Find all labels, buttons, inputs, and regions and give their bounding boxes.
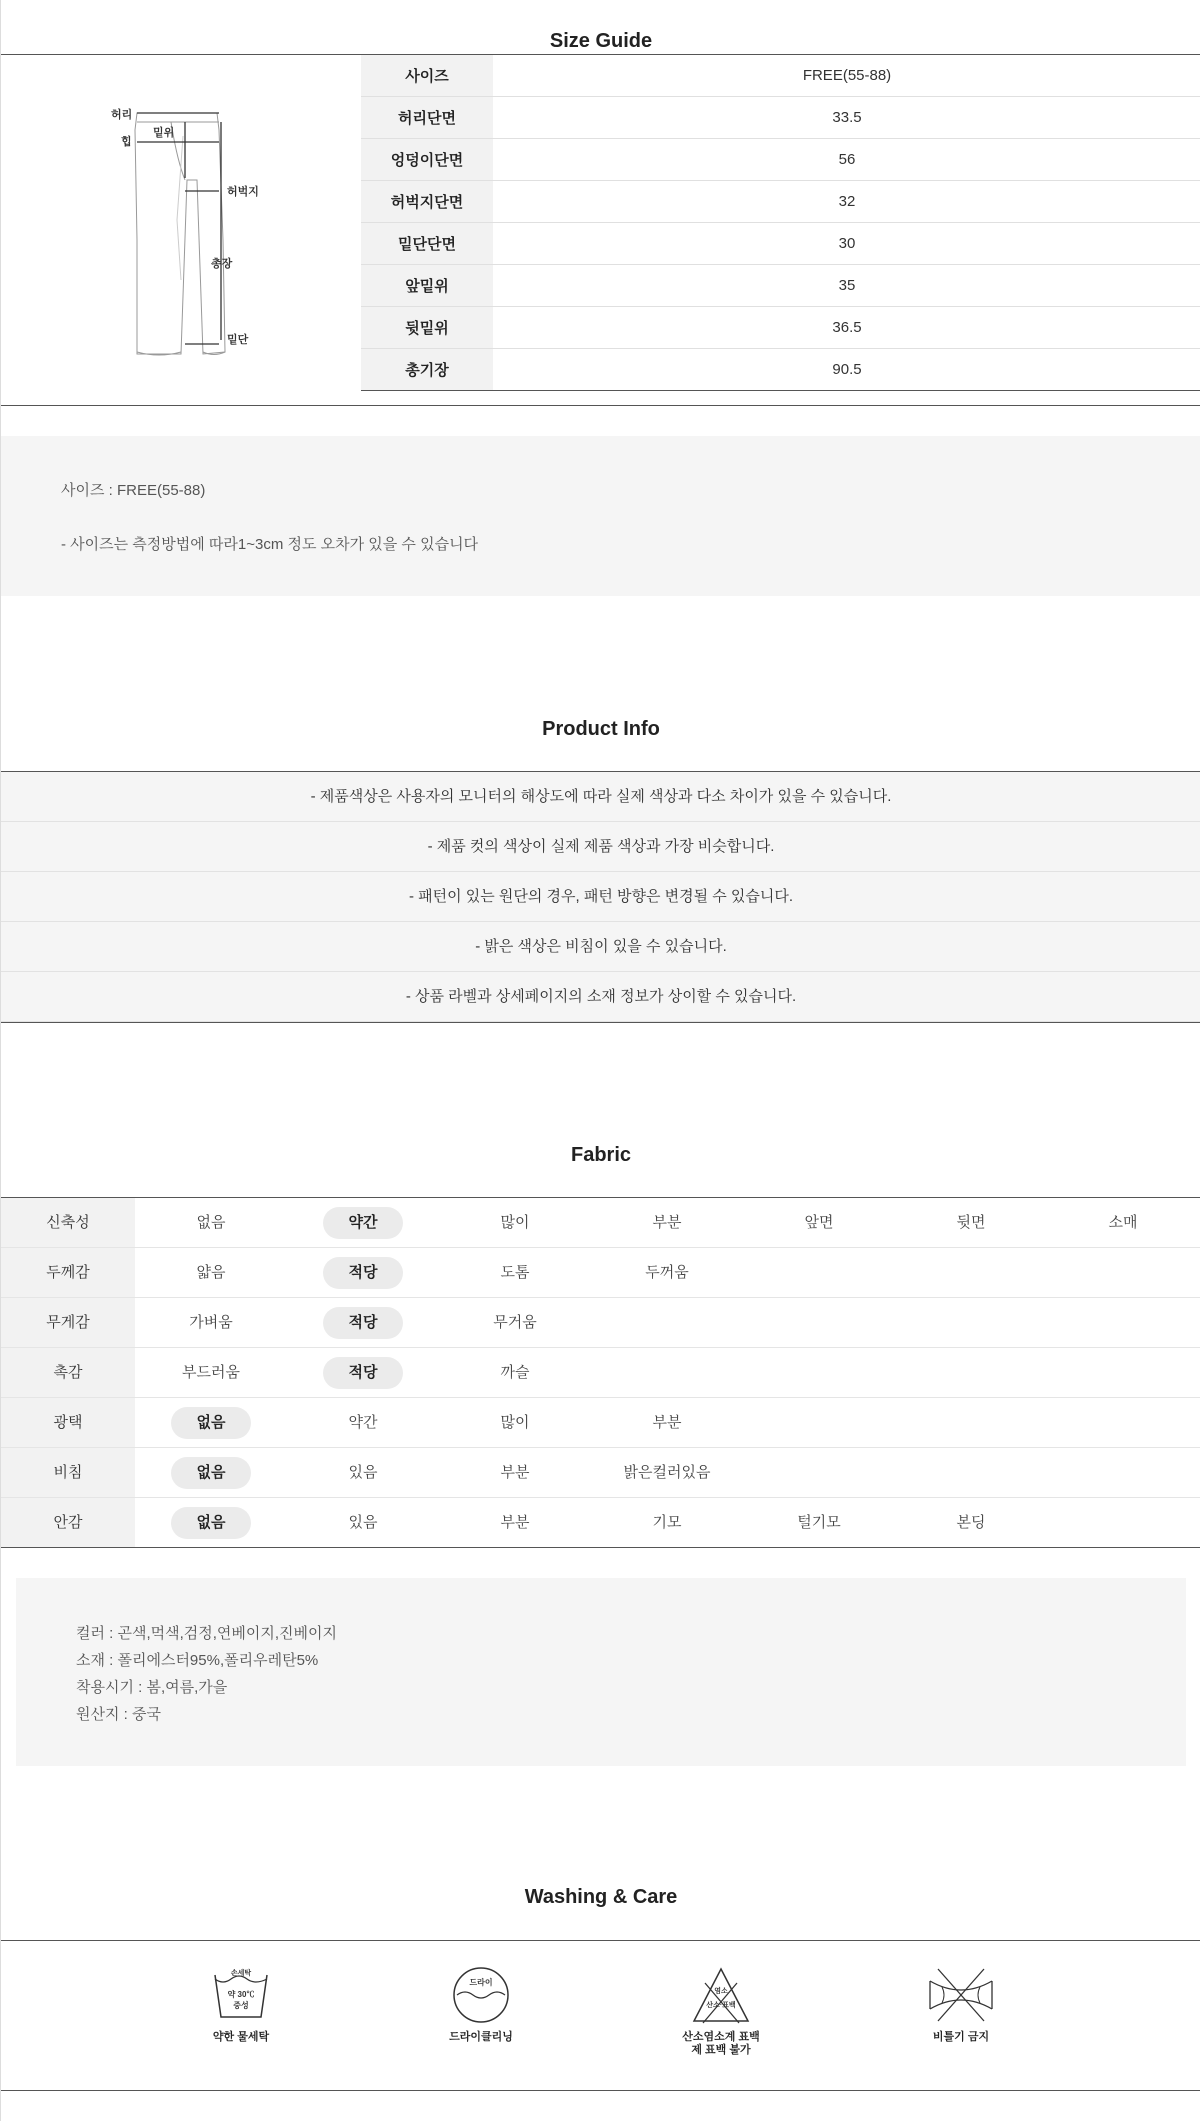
hem-label: 밑단 (227, 334, 249, 346)
fabric-option (439, 1398, 591, 1447)
fabric-option-text: 약간 (348, 1414, 378, 1431)
waist-label: 허리 (111, 109, 133, 121)
fabric-option (1047, 1198, 1199, 1247)
size-row-label: 앞밑위 (361, 265, 493, 307)
washing-title: Washing & Care (524, 1886, 678, 1908)
fabric-option-text: 적당 (323, 1357, 403, 1389)
divider (1, 405, 1200, 406)
fabric-option-text: 본딩 (956, 1514, 986, 1531)
pants-icon (101, 100, 281, 370)
fabric-option (287, 1448, 439, 1497)
fabric-option-text: 적당 (323, 1257, 403, 1289)
fabric-title: Fabric (570, 1144, 632, 1166)
fabric-option-text: 털기모 (797, 1514, 841, 1531)
fabric-option (591, 1198, 743, 1247)
size-error-note: - 사이즈는 측정방법에 따라1~3cm 정도 오차가 있을 수 있습니다 (61, 536, 479, 553)
fabric-option-text: 밝은컬러있음 (623, 1464, 711, 1481)
size-row-value: 36.5 (493, 307, 1200, 349)
fabric-option (439, 1498, 591, 1547)
fabric-row-label: 무게감 (1, 1298, 135, 1347)
fabric-option-selected (135, 1498, 287, 1547)
size-guide-title: Size Guide (549, 30, 653, 52)
size-row (361, 97, 1200, 139)
size-row-value: 90.5 (493, 349, 1200, 391)
fabric-option (439, 1348, 591, 1397)
dry-clean-label: 드라이클리닝 (449, 2031, 513, 2043)
pants-diagram (101, 100, 281, 370)
fabric-option-selected (287, 1348, 439, 1397)
fabric-option (591, 1398, 743, 1447)
fabric-option (439, 1448, 591, 1497)
fabric-option-text: 부분 (500, 1464, 530, 1481)
product-info-line: - 제품색상은 사용자의 모니터의 해상도에 따라 실제 색상과 다소 차이가 있을 수 있습니다. (1, 772, 1200, 822)
size-row-label: 뒷밑위 (361, 307, 493, 349)
fabric-row (1, 1498, 1200, 1548)
fabric-option-text: 많이 (500, 1414, 530, 1431)
fabric-option-text: 까슬 (500, 1364, 530, 1381)
fabric-option-selected (287, 1198, 439, 1247)
fabric-option-text: 두꺼움 (645, 1264, 689, 1281)
fabric-option (135, 1198, 287, 1247)
size-row (361, 55, 1200, 97)
fabric-row (1, 1398, 1200, 1448)
svg-text:손세탁: 손세탁 (230, 1970, 252, 1977)
no-wring-icon (926, 1965, 996, 2025)
size-row-label: 엉덩이단면 (361, 139, 493, 181)
fabric-row-label: 촉감 (1, 1348, 135, 1397)
fabric-option-text: 있음 (348, 1514, 378, 1531)
fabric-option (287, 1498, 439, 1547)
fabric-row (1, 1198, 1200, 1248)
size-row-value: FREE(55-88) (493, 55, 1200, 97)
fabric-option (135, 1248, 287, 1297)
divider (1, 1547, 1200, 1548)
fabric-option-text: 가벼움 (189, 1314, 233, 1331)
divider (1, 2090, 1200, 2091)
fabric-option-text: 없음 (196, 1214, 226, 1231)
svg-text:산소·표백: 산소·표백 (706, 2002, 736, 2009)
no-wring-label: 비틀기 금지 (932, 2031, 990, 2043)
product-info-line: - 밝은 색상은 비침이 있을 수 있습니다. (1, 922, 1200, 972)
fabric-option-text: 뒷면 (956, 1214, 986, 1231)
size-note-box (1, 436, 1200, 596)
fabric-option (743, 1198, 895, 1247)
fabric-season: 착용시기 : 봄,여름,가을 (76, 1679, 228, 1696)
fabric-option-text: 부분 (652, 1414, 682, 1431)
fabric-option-text: 부분 (500, 1514, 530, 1531)
fabric-option-text: 없음 (171, 1407, 251, 1439)
size-row (361, 349, 1200, 391)
product-info-line: - 패턴이 있는 원단의 경우, 패턴 방향은 변경될 수 있습니다. (1, 872, 1200, 922)
wash-item (406, 1965, 556, 2044)
rise-label: 밑위 (153, 127, 175, 139)
fabric-row-label: 신축성 (1, 1198, 135, 1247)
svg-text:중성: 중성 (233, 2001, 249, 2010)
size-row-label: 총기장 (361, 349, 493, 391)
fabric-option-selected (287, 1298, 439, 1347)
fabric-option-text: 없음 (171, 1457, 251, 1489)
svg-text:염소: 염소 (714, 1988, 728, 1995)
product-info-line: - 제품 컷의 색상이 실제 제품 색상과 가장 비슷합니다. (1, 822, 1200, 872)
fabric-option (287, 1398, 439, 1447)
wash-item (166, 1965, 316, 2044)
fabric-row-label: 비침 (1, 1448, 135, 1497)
divider (1, 1940, 1200, 1941)
size-table (361, 55, 1200, 391)
fabric-option (439, 1198, 591, 1247)
fabric-option-text: 도톰 (500, 1264, 530, 1281)
size-row (361, 223, 1200, 265)
fabric-option (895, 1498, 1047, 1547)
size-row-value: 32 (493, 181, 1200, 223)
size-row (361, 265, 1200, 307)
fabric-option-text: 있음 (348, 1464, 378, 1481)
size-row (361, 139, 1200, 181)
svg-text:드라이: 드라이 (469, 1978, 493, 1987)
fabric-option-text: 부드러움 (182, 1364, 240, 1381)
fabric-option (135, 1348, 287, 1397)
fabric-option-text: 앞면 (804, 1214, 834, 1231)
wash-item (646, 1965, 796, 2057)
fabric-option (591, 1498, 743, 1547)
fabric-row-label: 안감 (1, 1498, 135, 1547)
fabric-row-label: 두께감 (1, 1248, 135, 1297)
fabric-option-text: 기모 (652, 1514, 682, 1531)
size-row (361, 181, 1200, 223)
fabric-origin: 원산지 : 중국 (76, 1706, 161, 1723)
product-info-line: - 상품 라벨과 상세페이지의 소재 정보가 상이할 수 있습니다. (1, 972, 1200, 1022)
fabric-option (591, 1448, 743, 1497)
dry-clean-icon (451, 1965, 511, 2025)
fabric-option-selected (135, 1398, 287, 1447)
size-row-label: 허벅지단면 (361, 181, 493, 223)
fabric-option (439, 1298, 591, 1347)
hip-label: 힙 (121, 136, 132, 148)
fabric-row (1, 1448, 1200, 1498)
fabric-details-box (16, 1578, 1186, 1766)
size-row (361, 307, 1200, 349)
divider (1, 1022, 1200, 1023)
fabric-option-text: 소매 (1108, 1214, 1138, 1231)
hand-wash-icon (211, 1965, 271, 2025)
product-info-title: Product Info (542, 718, 660, 740)
size-row-label: 사이즈 (361, 55, 493, 97)
fabric-option-text: 없음 (171, 1507, 251, 1539)
fabric-option (743, 1498, 895, 1547)
thigh-label: 허벅지 (227, 186, 259, 198)
fabric-option-selected (287, 1248, 439, 1297)
hand-wash-label: 약한 물세탁 (212, 2031, 270, 2043)
fabric-row (1, 1248, 1200, 1298)
fabric-option-selected (135, 1448, 287, 1497)
fabric-option-text: 무거움 (493, 1314, 537, 1331)
size-row-label: 밑단단면 (361, 223, 493, 265)
fabric-option (895, 1198, 1047, 1247)
fabric-row (1, 1348, 1200, 1398)
length-label: 총장 (211, 258, 233, 270)
size-row-value: 30 (493, 223, 1200, 265)
no-bleach-label: 산소염소계 표백제 표백 불가 (682, 2031, 760, 2056)
size-row-label: 허리단면 (361, 97, 493, 139)
fabric-option-text: 얇음 (196, 1264, 226, 1281)
fabric-option (591, 1248, 743, 1297)
fabric-material: 소재 : 폴리에스터95%,폴리우레탄5% (76, 1652, 319, 1669)
fabric-color: 컬러 : 곤색,먹색,검정,연베이지,진베이지 (76, 1625, 338, 1642)
size-note: 사이즈 : FREE(55-88) (61, 482, 206, 499)
fabric-option-text: 많이 (500, 1214, 530, 1231)
fabric-row-label: 광택 (1, 1398, 135, 1447)
fabric-option (439, 1248, 591, 1297)
fabric-option-text: 적당 (323, 1307, 403, 1339)
fabric-option-text: 약간 (323, 1207, 403, 1239)
svg-text:약 30℃: 약 30℃ (227, 1990, 255, 1999)
size-row-value: 56 (493, 139, 1200, 181)
size-row-value: 33.5 (493, 97, 1200, 139)
fabric-option (135, 1298, 287, 1347)
fabric-row (1, 1298, 1200, 1348)
wash-item (886, 1965, 1036, 2044)
fabric-option-text: 부분 (652, 1214, 682, 1231)
no-bleach-icon (691, 1965, 751, 2025)
size-row-value: 35 (493, 265, 1200, 307)
